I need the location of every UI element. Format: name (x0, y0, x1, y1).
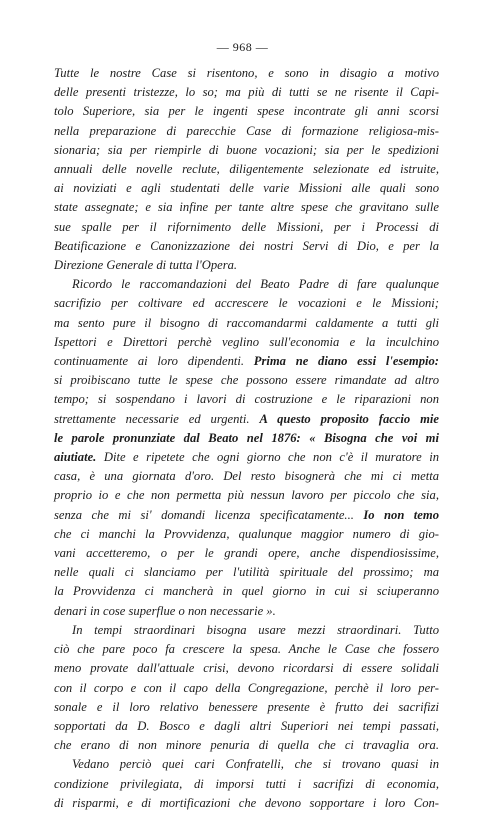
text-line (54, 563, 439, 582)
text-line (54, 602, 439, 621)
emphasized-text: aiutiate. (54, 450, 97, 465)
text-line (54, 659, 439, 678)
text-segment: proprio io e che non permetta più nessun lavoro per piccolo che sia, (54, 488, 439, 503)
emphasized-text: A questo proposito faccio mie (259, 411, 439, 426)
text-line (54, 64, 439, 83)
text-segment: delle presenti tristezze, lo so; ma più di tutti se ne risente il Capi- (54, 85, 439, 100)
text-segment: con il corpo e con il capo della Congregazione, perchè il loro per- (54, 680, 439, 695)
text-line (54, 218, 439, 237)
text-segment: annuali delle novelle reclute, diligentemente selezionate ed istruite, (54, 162, 439, 177)
text-line (54, 429, 439, 448)
text-segment: Ricordo le raccomandazioni del Beato Padre di fare qualunque (72, 277, 439, 292)
text-segment: sionaria; sia per riempirle di buone vocazioni; sia per le spedizioni (54, 142, 439, 157)
text-line (54, 640, 439, 659)
text-line (54, 506, 439, 525)
text-line (54, 467, 439, 486)
text-segment: Dite e ripetete che ogni giorno che non c'è il muratore in (96, 450, 439, 465)
text-segment: tolo Superiore, sia per le ingenti spese incontrate gli anni scorsi (54, 104, 439, 119)
text-segment: meno provate dall'attuale crisi, devono ricordarsi di essere solidali (54, 661, 439, 676)
text-line (54, 390, 439, 409)
text-segment: sopportati da D. Bosco e dagli altri Superiori nei tempi passati, (54, 718, 439, 733)
text-segment: di risparmi, e di mortificazioni che devono sopportare i loro Con- (54, 795, 439, 810)
text-segment: sacrifizio per coltivare ed accrescere le vocazioni e le Missioni; (54, 296, 439, 311)
text-line (54, 179, 439, 198)
text-line (54, 294, 439, 313)
emphasized-text: Prima ne diano essi l'esempio: (253, 354, 439, 369)
text-line (54, 198, 439, 217)
text-line (54, 698, 439, 717)
emphasized-text: le parole pronunziate dal Beato nel 1876: « (54, 430, 324, 445)
text-segment: ma sento pure il bisogno di raccomandarmi caldamente a tutti gli (54, 315, 439, 330)
text-line (54, 448, 439, 467)
body-text (54, 64, 439, 813)
text-line (54, 333, 439, 352)
text-segment: Tutte le nostre Case si risentono, e sono in disagio a motivo (54, 66, 439, 80)
text-segment: che ci manchi la Provvidenza, qualunque maggior numero di gio- (54, 526, 439, 541)
text-line (54, 582, 439, 601)
text-line (54, 122, 439, 141)
text-segment: vani accetteremo, o per le grandi opere, anche dispendiosissime, (54, 546, 439, 561)
text-segment: In tempi straordinari bisogna usare mezzi straordinari. Tutto (72, 622, 439, 637)
text-segment: che erano di non minore penuria di quella che ci travaglia ora. (54, 738, 439, 753)
text-line (54, 275, 439, 294)
text-segment: Direzione Generale di tutta l'Opera. (54, 258, 238, 273)
text-segment: sue spalle per il rifornimento delle Missioni, per i Processi di (54, 219, 439, 234)
text-line (54, 525, 439, 544)
text-line (54, 679, 439, 698)
text-line (54, 486, 439, 505)
text-line (54, 256, 439, 275)
text-line (54, 352, 439, 371)
text-segment: tempo; si sospendano i lavori di costruzione e le riparazioni non (54, 392, 439, 407)
text-segment: state assegnate; e sia infine per tante altre spese che gravitano sulle (54, 200, 439, 215)
text-segment: ai noviziati e agli studentati delle varie Missioni alle quali sono (54, 181, 439, 196)
text-line (54, 160, 439, 179)
text-line (54, 621, 439, 640)
text-segment: nella preparazione di parecchie Case di formazione religiosa-mis- (54, 123, 439, 138)
text-line (54, 775, 439, 794)
text-segment: Beatificazione e Canonizzazione dei nostri Servi di Dio, e per la (54, 238, 439, 253)
text-segment: condizione privilegiata, di imporsi tutti i sacrifizi di economia, (54, 776, 439, 791)
text-line (54, 736, 439, 755)
emphasized-text: Bisogna che voi mi (324, 430, 439, 445)
text-segment: sonale e il loro relativo benessere presente è frutto dei sacrifizi (54, 699, 439, 714)
text-line (54, 794, 439, 813)
text-segment: Vedano perciò quei cari Confratelli, che si trovano quasi in (72, 757, 439, 772)
text-segment: casa, è una giornata d'oro. Del resto bisognerà che mi ci metta (54, 469, 439, 484)
text-segment: denari in cose superflue o non necessarie ». (54, 603, 276, 618)
text-line (54, 314, 439, 333)
text-segment: continuamente ai loro dipendenti. (54, 354, 254, 369)
text-line (54, 237, 439, 256)
text-line (54, 755, 439, 774)
emphasized-text: Io non temo (363, 507, 439, 522)
text-line (54, 141, 439, 160)
text-line (54, 410, 439, 429)
text-segment: senza che mi si' domandi licenza specificatamente... (54, 507, 364, 522)
text-segment: ciò che pare poco fa crescere la spesa. Anche le Case che fossero (54, 642, 439, 657)
text-line (54, 83, 439, 102)
text-line (54, 544, 439, 563)
text-segment: Ispettori e Direttori perchè veglino sull'economia e la inculchino (54, 334, 439, 349)
text-segment: nelle quali ci slanciamo per l'utilità spirituale del prossimo; ma (54, 565, 439, 580)
text-line (54, 102, 439, 121)
text-segment: strettamente necessarie ed urgenti. (54, 411, 260, 426)
text-segment: la Provvidenza ci mancherà in quel giorno in cui si sciuperanno (54, 584, 439, 599)
text-line (54, 717, 439, 736)
text-line (54, 371, 439, 390)
page-number: — 968 — (216, 40, 269, 54)
text-segment: si proibiscano tutte le spese che possono essere rimandate ad altro (54, 373, 439, 388)
